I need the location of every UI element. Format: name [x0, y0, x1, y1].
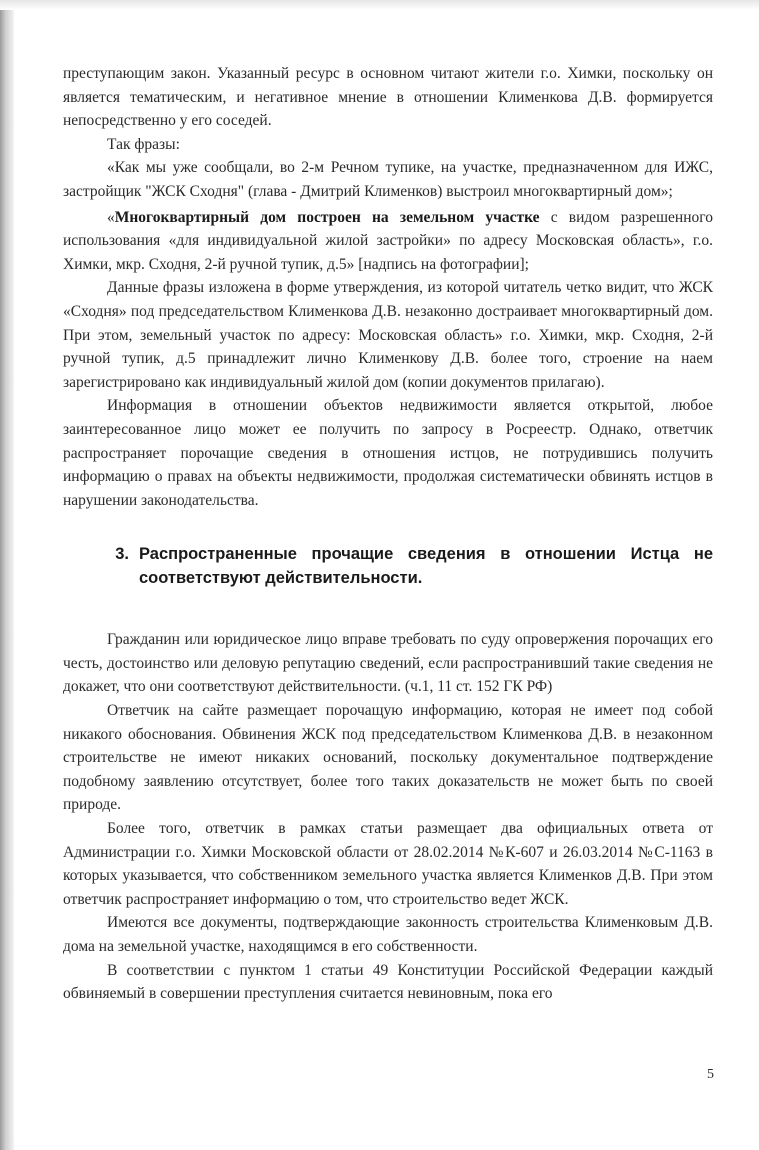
paragraph: преступающим закон. Указанный ресурс в основном читают жители г.о. Химки, поскольку он является тематическим, и негативное мнение в отношении Клименкова Д.В. формируется непосредственно у его соседей.	[63, 65, 713, 130]
paragraph: Гражданин или юридическое лицо вправе требовать по суду опровержения порочащих его честь, достоинство или деловую репутацию сведений, если распространивший такие сведения не докажет, что они соответствуют действительности. (ч.1, 11 ст. 152 ГК РФ)	[63, 631, 713, 696]
quote-text: с видом разрешенного использования «для индивидуальной жилой застройки» по адресу Московская область», г.о. Химки, мкр. Сходня, 2-й ручной тупик, д.5» [надпись на фотографии];	[63, 208, 713, 273]
paragraph: В соответствии с пунктом 1 статьи 49 Конституции Российской Федерации каждый обвиняемый в совершении преступления считается невиновным, пока его	[63, 961, 713, 1003]
paragraph: Более того, ответчик в рамках статьи размещает два официальных ответа от Администрации г.о. Химки Московской области от 28.02.2014 №К-607 и 26.03.2014 №С-1163 в которых указывается, что собственником земельного участка является Клименков Д.В. При этом ответчик распространяет информацию о том, что строительство ведет ЖСК.	[63, 820, 713, 908]
quote-paragraph	[63, 206, 713, 277]
quote-paragraph: «Как мы уже сообщали, во 2-м Речном тупике, на участке, предназначенном для ИЖС, застройщик "ЖСК Сходня" (глава - Дмитрий Клименков) выстроил многоквартирный дом»;	[63, 159, 713, 200]
paragraph: Имеются все документы, подтверждающие законность строительства Клименковым Д.В. дома на земельной участке, находящимся в его собственности.	[63, 914, 713, 955]
paragraph: Информация в отношении объектов недвижимости является открытой, любое заинтересованное лицо может ее получить по запросу в Росреестр. Однако, ответчик распространяет порочащие сведения в отношения истцов, не потрудившись получить информацию о правах на объекты недвижимости, продолжая систематически обвинять истцов в нарушении законодательства.	[63, 397, 713, 509]
paragraph: Ответчик на сайте размещает порочащую информацию, которая не имеет под собой никакого обоснования. Обвинения ЖСК под председательством Клименкова Д.В. в незаконном строительстве не имеют никаких оснований, поскольку документальное подтверждение подобному заявлению отсутствует, более того таких доказательств не может быть по своей природе.	[63, 702, 713, 814]
quote-bold-text: Многоквартирный дом построен на земельном участке	[114, 208, 540, 226]
section-number: 3.	[115, 545, 129, 564]
document-page	[63, 62, 713, 1006]
paragraph: Данные фразы изложена в форме утверждения, из которой читатель четко видит, что ЖСК «Сходня» под председательством Клименкова Д.В. незаконно достраивает многоквартирный дом. При этом, земельный участок по адресу: Московская область» г.о. Химки, мкр. Сходня, 2-й ручной тупик, д.5 принадлежит лично Клименкову Д.В. более того, строение на наем зарегистрировано как индивидуальный жилой дом (копии документов прилагаю).	[63, 279, 713, 391]
page-number: 5	[707, 1067, 714, 1082]
section-heading	[63, 542, 713, 590]
scan-edge-shadow	[0, 0, 14, 1150]
quote-open: «	[107, 208, 115, 226]
scan-top-shadow	[0, 0, 759, 10]
paragraph: Так фразы:	[107, 135, 180, 153]
section-title: Распространенные прочащие сведения в отношении Истца не соответствуют действительности.	[139, 545, 713, 588]
